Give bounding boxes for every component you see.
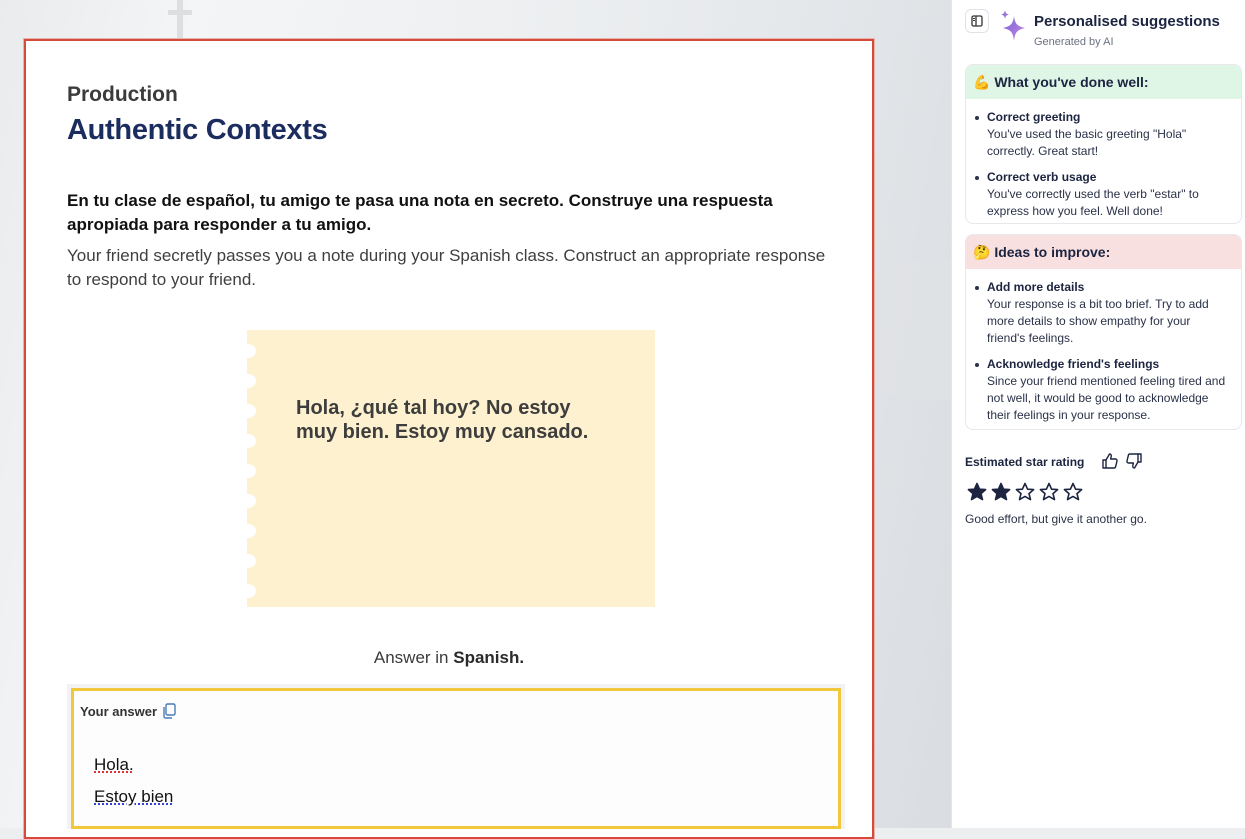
- star-filled-icon: [967, 482, 987, 502]
- answer-line: Hola.: [94, 755, 134, 774]
- star-empty-icon: [1039, 482, 1059, 502]
- item-title: Correct verb usage: [987, 170, 1097, 184]
- instruction-spanish: En tu clase de español, tu amigo te pasa una nota en secreto. Construye una respuesta apropiada para responder a tu amigo.: [67, 191, 773, 234]
- answer-prompt-prefix: Answer in: [373, 648, 449, 667]
- thumbs-down-icon[interactable]: [1125, 452, 1143, 470]
- done-well-section: [965, 64, 1242, 224]
- thumbs-up-icon[interactable]: [1101, 452, 1119, 470]
- note-hole: [240, 554, 256, 568]
- answer-language-prompt: [26, 648, 872, 668]
- suggestions-panel: [951, 0, 1245, 828]
- panel-title: Personalised suggestions: [1034, 13, 1220, 30]
- item-text: You've correctly used the verb "estar" to express how you feel. Well done!: [987, 187, 1199, 218]
- task-card: [24, 39, 874, 839]
- bullet: [975, 116, 979, 120]
- note-hole: [240, 344, 256, 358]
- cross-silhouette: [160, 0, 200, 40]
- answer-line: Estoy bien: [94, 787, 174, 806]
- item-title: Correct greeting: [987, 110, 1081, 124]
- answer-prompt-language: Spanish.: [453, 648, 525, 667]
- answer-textarea[interactable]: [71, 688, 841, 829]
- sticky-note: [247, 330, 655, 607]
- sparkle-icon: [998, 8, 1030, 44]
- task-title: Authentic Contexts: [67, 114, 328, 146]
- list-item: [966, 279, 1241, 347]
- note-hole: [240, 434, 256, 448]
- star-empty-icon: [1063, 482, 1083, 502]
- bullet: [975, 176, 979, 180]
- bullet: [975, 363, 979, 367]
- bullet: [975, 286, 979, 290]
- rating-message: Good effort, but give it another go.: [965, 512, 1147, 526]
- instruction-english: Your friend secretly passes you a note during your Spanish class. Construct an appropriate response to respond to your friend.: [67, 246, 826, 289]
- item-text: Since your friend mentioned feeling tired and not well, it would be good to acknowledge their feelings in your response.: [987, 374, 1226, 422]
- note-text: Hola, ¿qué tal hoy? No estoy muy bien. Estoy muy cansado.: [296, 397, 589, 443]
- item-text: Your response is a bit too brief. Try to add more details to show empathy for your friend's feelings.: [987, 297, 1209, 345]
- item-title: Add more details: [987, 280, 1085, 294]
- note-hole: [240, 404, 256, 418]
- copy-icon[interactable]: [162, 703, 176, 719]
- sidebar-toggle-icon: [966, 10, 988, 32]
- note-hole: [240, 524, 256, 538]
- improve-section: [965, 234, 1242, 430]
- item-text: You've used the basic greeting "Hola" correctly. Great start!: [987, 127, 1187, 158]
- rating-label: Estimated star rating: [965, 455, 1085, 469]
- star-filled-icon: [991, 482, 1011, 502]
- list-item: [966, 169, 1241, 220]
- note-hole: [240, 584, 256, 598]
- note-hole: [240, 374, 256, 388]
- item-title: Acknowledge friend's feelings: [987, 357, 1160, 371]
- note-hole: [240, 464, 256, 478]
- list-item: [966, 109, 1241, 160]
- done-well-heading: 💪 What you've done well:: [966, 65, 1241, 99]
- star-empty-icon: [1015, 482, 1035, 502]
- list-item: [966, 356, 1241, 424]
- sidebar-toggle-button[interactable]: [965, 9, 989, 33]
- answer-label: Your answer: [80, 704, 158, 719]
- star-rating: [967, 482, 1087, 504]
- panel-subtitle: Generated by AI: [1034, 36, 1114, 48]
- answer-container: [67, 684, 845, 829]
- note-hole: [240, 494, 256, 508]
- task-eyebrow: Production: [67, 83, 178, 106]
- improve-heading: 🤔 Ideas to improve:: [966, 235, 1241, 269]
